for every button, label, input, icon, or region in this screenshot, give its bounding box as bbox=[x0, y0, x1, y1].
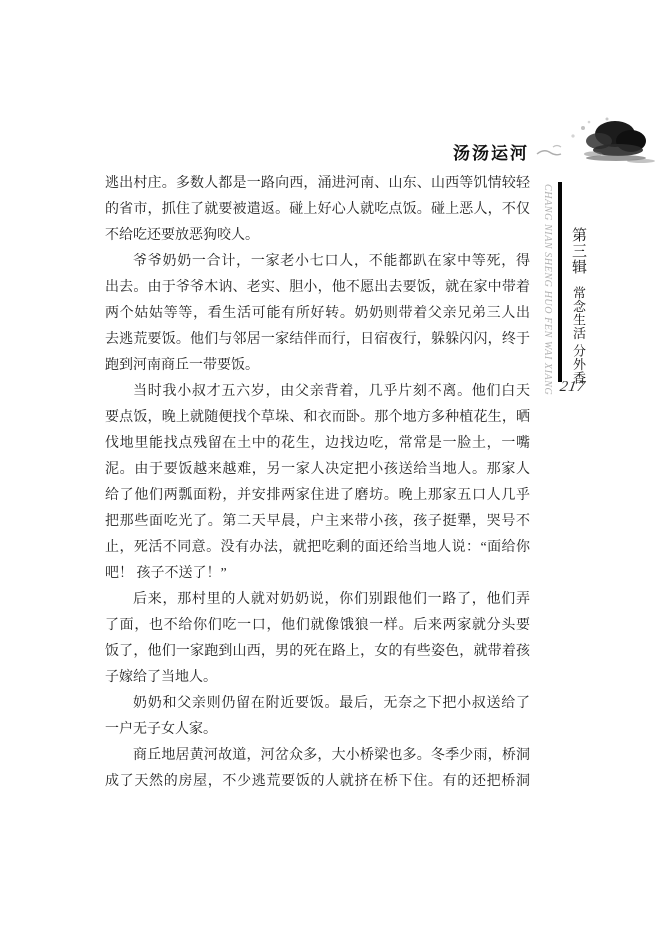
sidebar-divider-bar bbox=[558, 182, 562, 382]
text-line: 吧！ 孩子不送了！” bbox=[105, 566, 227, 581]
text-line: 了面，也不给你们吃一口，他们就像饿狼一样。后来两家就分头要 bbox=[105, 618, 530, 633]
text-line: 出去。由于爷爷木讷、老实、胆小，他不愿出去要饭，就在家中带着 bbox=[105, 280, 530, 295]
text-line: 两个姑姑等等，看生活可能有所好转。奶奶则带着父亲兄弟三人出 bbox=[105, 306, 530, 321]
text-line: 饭了，他们一家跑到山西，男的死在路上，女的有些姿色，就带着孩 bbox=[105, 644, 530, 659]
text-line: 子嫁给了当地人。 bbox=[105, 670, 217, 685]
text-line: 不给吃还要放恶狗咬人。 bbox=[105, 228, 259, 243]
text-line: 爷爷奶奶一合计，一家老小七口人，不能都趴在家中等死，得 bbox=[133, 254, 530, 269]
running-head-title: 汤汤运河 bbox=[453, 144, 529, 163]
text-line: 跑到河南商丘一带要饭。 bbox=[105, 358, 259, 373]
text-line: 泥。由于要饭越来越难，另一家人决定把小孩送给当地人。那家人 bbox=[105, 462, 530, 477]
body-text bbox=[105, 171, 530, 795]
text-line: 止，死活不同意。没有办法，就把吃剩的面还给当地人说：“面给你 bbox=[105, 540, 530, 555]
text-line: 伐地里能找点残留在土中的花生，边找边吃，常常是一脸土，一嘴 bbox=[105, 436, 530, 451]
text-line: 成了天然的房屋，不少逃荒要饭的人就挤在桥下住。有的还把桥洞 bbox=[105, 774, 530, 789]
text-line: 奶奶和父亲则仍留在附近要饭。最后，无奈之下把小叔送给了 bbox=[133, 696, 530, 711]
sidebar-chapter-label bbox=[568, 227, 589, 385]
chapter-number-label: 第三辑 bbox=[570, 227, 586, 275]
text-line: 把那些面吃光了。第二天早晨，户主来带小孩，孩子挺犟，哭号不 bbox=[105, 514, 530, 529]
page-number: 217 bbox=[558, 379, 587, 395]
text-line: 一户无子女人家。 bbox=[105, 722, 217, 737]
text-line: 给了他们两瓢面粉，并安排两家住进了磨坊。晚上那家五口人几乎 bbox=[105, 488, 530, 503]
text-line: 要点饭，晚上就随便找个草垛、和衣而卧。那个地方多种植花生，晒 bbox=[105, 410, 530, 425]
text-line: 后来，那村里的人就对奶奶说，你们别跟他们一路了，他们弄 bbox=[133, 592, 530, 607]
sidebar-romanized-label: CHANG NIAN SHENG HUO FEN WAI XIANG bbox=[542, 184, 553, 396]
ink-wash-landscape-icon bbox=[523, 114, 659, 172]
chapter-title-part2: 分外香 bbox=[571, 344, 586, 385]
text-line: 商丘地居黄河故道，河岔众多，大小桥梁也多。冬季少雨，桥洞 bbox=[133, 748, 530, 763]
text-line: 逃出村庄。多数人都是一路向西，涌进河南、山东、山西等饥情较轻 bbox=[105, 176, 530, 191]
chapter-title-part1: 常念生活 bbox=[571, 286, 586, 340]
text-line: 去逃荒要饭。他们与邻居一家结伴而行，日宿夜行，躲躲闪闪，终于 bbox=[105, 332, 530, 347]
text-line: 当时我小叔才五六岁，由父亲背着，几乎片刻不离。他们白天 bbox=[133, 384, 530, 399]
text-line: 的省市，抓住了就要被遣返。碰上好心人就吃点饭。碰上恶人，不仅 bbox=[105, 202, 530, 217]
